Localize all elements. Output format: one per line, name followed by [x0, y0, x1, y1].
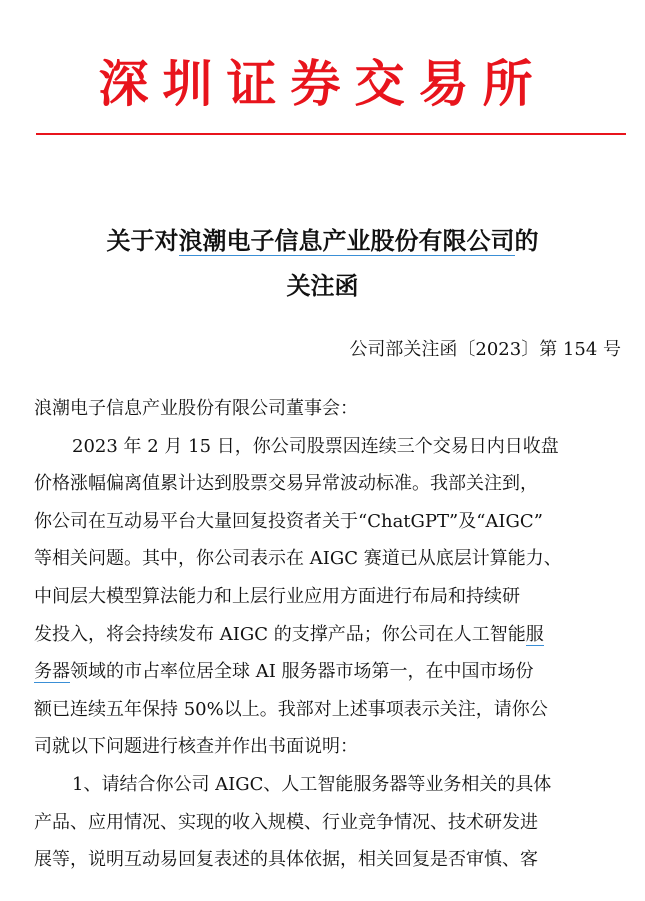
company-name-link[interactable]: 浪潮电子信息产业股份有限公司 — [178, 226, 515, 255]
question-1-line: 产品、应用情况、实现的收入规模、行业竞争情况、技术研发进 — [34, 811, 538, 833]
document-number: 公司部关注函〔2023〕第 154 号 — [349, 339, 621, 360]
server-link[interactable]: 服 — [525, 623, 544, 645]
body-line: 额已连续五年保持 50%以上。我部对上述事项表示关注，请你公 — [34, 698, 548, 720]
title-prefix: 关于对 — [106, 226, 179, 255]
body-line: 等相关问题。其中，你公司表示在 AIGC 赛道已从底层计算能力、 — [34, 548, 562, 570]
body-line: 2023 年 2 月 15 日，你公司股票因连续三个交易日内日收盘 — [72, 435, 559, 457]
body-line — [34, 653, 634, 691]
body-text: 发投入，将会持续发布 AIGC 的支撑产品；你公司在人工智能 — [34, 623, 526, 645]
masthead-divider — [36, 133, 626, 135]
exchange-masthead: 深圳证券交易所 — [98, 54, 547, 113]
letter-title-line2: 关注函 — [286, 271, 359, 300]
body-text: 领域的市占率位居全球 AI 服务器市场第一，在中国市场份 — [70, 661, 534, 683]
body-line: 你公司在互动易平台大量回复投资者关于“ChatGPT”及“AIGC” — [34, 510, 543, 532]
body-line: 中间层大模型算法能力和上层行业应用方面进行布局和持续研 — [34, 585, 520, 607]
body-line: 价格涨幅偏离值累计达到股票交易异常波动标准。我部关注到， — [34, 473, 538, 495]
title-suffix: 的 — [514, 226, 539, 255]
question-1-line: 1、请结合你公司 AIGC、人工智能服务器等业务相关的具体 — [72, 773, 552, 795]
letter-body — [34, 390, 634, 879]
body-line: 司就以下问题进行核查并作出书面说明： — [34, 736, 358, 758]
server-link-continued[interactable]: 务器 — [34, 661, 70, 683]
question-1-line: 展等，说明互动易回复表述的具体依据，相关回复是否审慎、客 — [34, 849, 538, 871]
letter-title — [0, 221, 645, 261]
body-line — [34, 616, 634, 654]
salutation: 浪潮电子信息产业股份有限公司董事会： — [34, 398, 358, 419]
